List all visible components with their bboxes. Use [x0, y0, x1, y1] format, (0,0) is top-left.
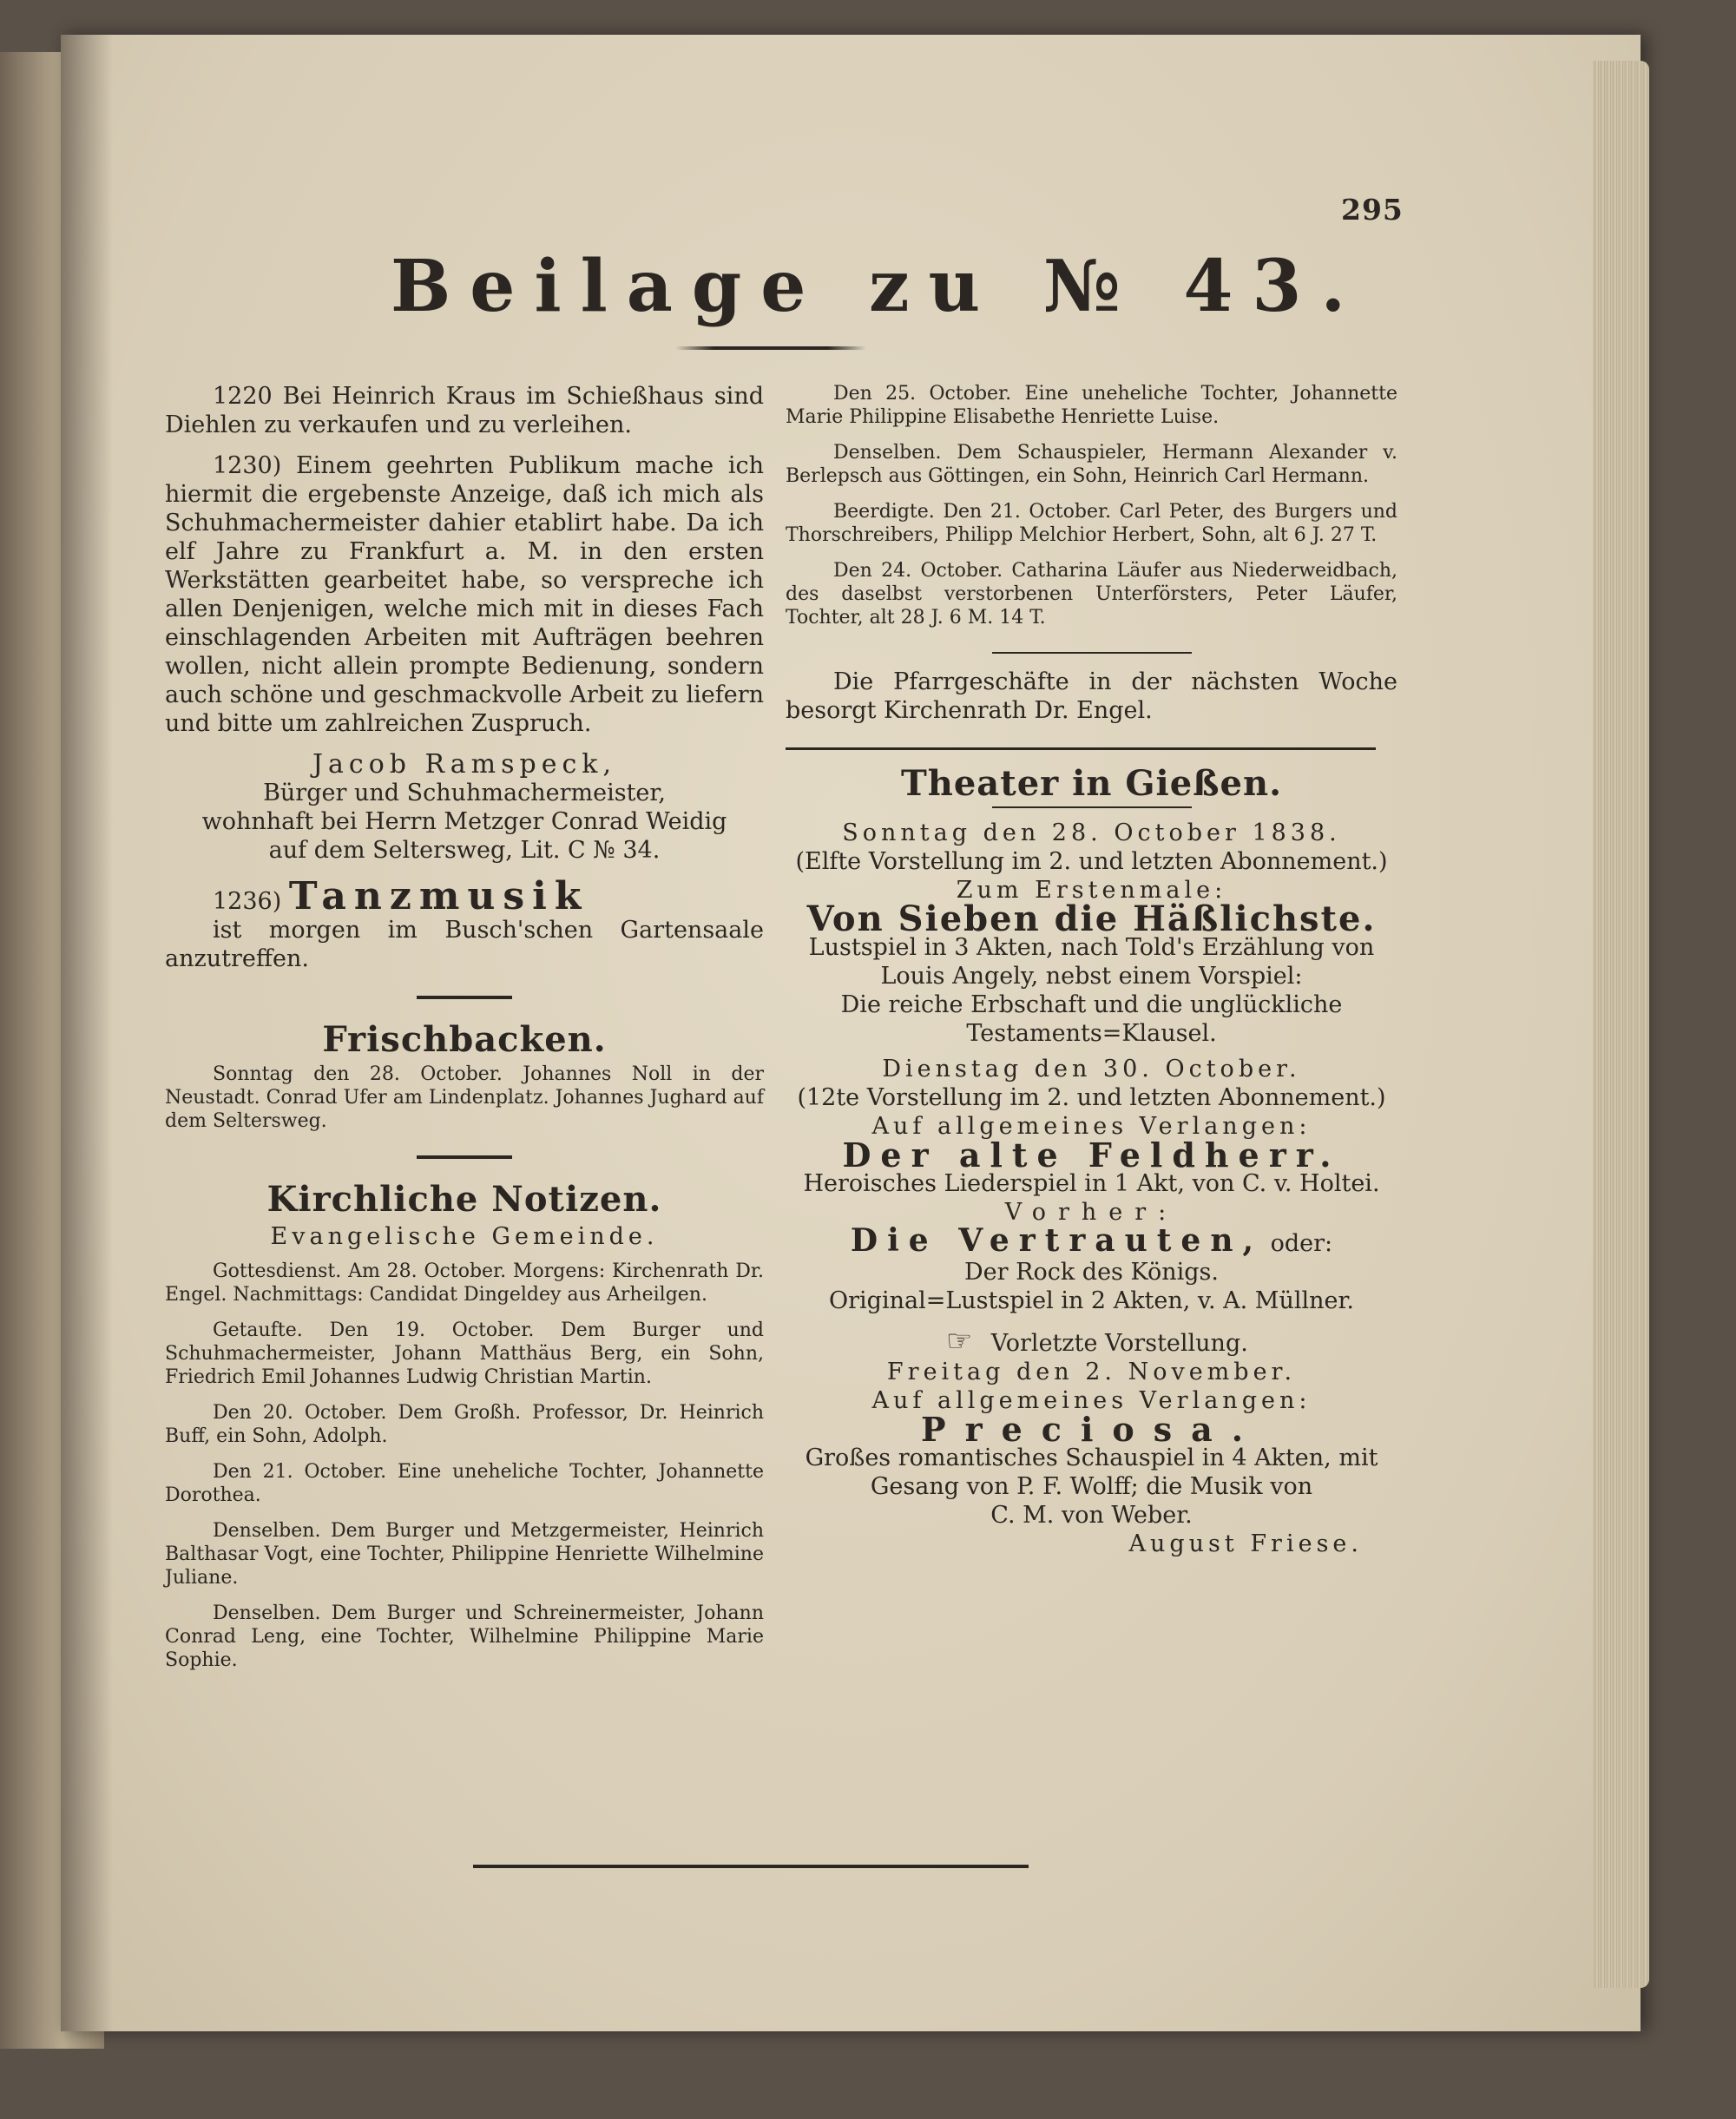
ad-1230-signature-line: wohnhaft bei Herrn Metzger Conrad Weidig [201, 808, 727, 835]
show3-desc-line: C. M. von Weber. [990, 1502, 1193, 1529]
ad-1236-heading: Tanzmusik [288, 874, 589, 918]
church-entry: Den 21. October. Eine uneheliche Tochter, Johannette Dorothea. [165, 1461, 764, 1506]
show3-date: Freitag den 2. November. [886, 1359, 1297, 1385]
church-entry: Denselben. Dem Schauspieler, Hermann Alexander v. Berlepsch aus Göttingen, ein Sohn, Heinrich Carl Hermann. [786, 442, 1397, 487]
page-title: Beilage zu № 43. [391, 245, 1365, 328]
binding-gutter-shadow [61, 35, 113, 2031]
show1-note: Zum Erstenmale: [956, 877, 1227, 904]
ad-1236-header [165, 874, 764, 918]
section-divider [417, 996, 512, 999]
show3-title: Preciosa. [921, 1410, 1262, 1449]
church-entry: Denselben. Dem Burger und Schreinermeister, Johann Conrad Leng, eine Tochter, Wilhelmine Philippine Marie Sophie. [165, 1602, 764, 1671]
kirchliche-subheading: Evangelische Gemeinde. [270, 1223, 659, 1250]
section-divider [786, 747, 1376, 750]
show3-pre-note: Vorletzte Vorstellung. [990, 1330, 1248, 1357]
show3-pre-note-line [786, 1324, 1397, 1359]
pointing-hand-icon: ☞ [945, 1324, 973, 1359]
show1-title: Von Sieben die Häßlichste. [806, 898, 1377, 939]
show1-subscription: (Elfte Vorstellung im 2. und letzten Abonnement.) [795, 848, 1388, 875]
pfarr-notice: Die Pfarrgeschäfte in der nächsten Woche besorgt Kirchenrath Dr. Engel. [786, 668, 1397, 724]
left-column [165, 382, 764, 1684]
show1-desc-line: Testaments=Klausel. [966, 1020, 1217, 1047]
ad-1236-number: 1236) [213, 888, 282, 915]
church-entry: Den 25. October. Eine uneheliche Tochter, Johannette Marie Philippine Elisabethe Henriette Luise. [786, 383, 1397, 428]
show3-desc-line: Gesang von P. F. Wolff; die Musik von [870, 1473, 1313, 1500]
show2-title: Der alte Feldherr. [842, 1135, 1341, 1175]
ad-1220: 1220 Bei Heinrich Kraus im Schießhaus sind Diehlen zu verkaufen und zu verleihen. [165, 383, 764, 438]
show2-note: Auf allgemeines Verlangen: [871, 1113, 1312, 1140]
church-entry: Beerdigte. Den 21. October. Carl Peter, des Burgers und Thorschreibers, Philipp Melchior Herbert, Sohn, alt 6 J. 27 T. [786, 501, 1397, 546]
show2-subscription: (12te Vorstellung im 2. und letzten Abonnement.) [797, 1084, 1386, 1111]
title-rule [675, 346, 866, 350]
show3-note: Auf allgemeines Verlangen: [871, 1387, 1312, 1414]
page-stack-edges [1593, 61, 1649, 1988]
show2-second-title-line [786, 1222, 1397, 1259]
show1-date: Sonntag den 28. October 1838. [842, 819, 1341, 846]
theater-signature: August Friese. [1128, 1530, 1363, 1557]
show3-desc-line: Großes romantisches Schauspiel in 4 Akten, mit [805, 1444, 1378, 1471]
show2-second-desc-line: Original=Lustspiel in 2 Akten, v. A. Müllner. [828, 1287, 1355, 1314]
church-entry: Denselben. Dem Burger und Metzgermeister, Heinrich Balthasar Vogt, eine Tochter, Philippine Henriette Wilhelmine Juliane. [165, 1520, 764, 1589]
section-divider [417, 1155, 512, 1159]
page-end-rule [473, 1865, 1029, 1868]
heading-underline [992, 806, 1192, 808]
church-entry: Getaufte. Den 19. October. Dem Burger und Schuhmachermeister, Johann Matthäus Berg, ein Sohn, Friedrich Emil Johannes Ludwig Christian Martin. [165, 1319, 764, 1388]
frischbacken-heading: Frischbacken. [322, 1019, 607, 1060]
kirchliche-heading: Kirchliche Notizen. [266, 1179, 662, 1220]
ad-1230-signature-line: Bürger und Schuhmachermeister, [263, 780, 666, 806]
church-entry: Den 24. October. Catharina Läufer aus Niederweidbach, des daselbst verstorbenen Unterförsters, Peter Läufer, Tochter, alt 28 J. 6 M. 14 T. [786, 560, 1397, 628]
show2-desc: Heroisches Liederspiel in 1 Akt, von C. v. Holtei. [803, 1170, 1380, 1197]
church-entry: Den 20. October. Dem Großh. Professor, Dr. Heinrich Buff, ein Sohn, Adolph. [165, 1402, 764, 1447]
show1-desc-line: Die reiche Erbschaft und die unglückliche [840, 991, 1343, 1018]
show2-date: Dienstag den 30. October. [882, 1056, 1301, 1083]
section-divider [992, 652, 1192, 654]
right-column [786, 382, 1397, 1558]
page-number: 295 [1341, 193, 1404, 227]
theater-heading: Theater in Gießen. [901, 763, 1282, 804]
ad-1230-text: 1230) Einem geehrten Publikum mache ich hiermit die ergebenste Anzeige, daß ich mich als Schuhmachermeister dahier etablirt habe. Da ich elf Jahre zu Frankfurt a. M. in den ersten Werkstätten gearbeitet habe, so verspreche ich allen Denjenigen, welche mich mit in dieses Fach einschlagenden Arbeiten mit Aufträgen beehren wollen, nicht allein prompte Bedienung, sondern auch schöne und geschmackvolle Arbeit zu liefern und bitte um zahlreichen Zuspruch. [165, 452, 764, 737]
ad-1236-text: ist morgen im Busch'schen Gartensaale anzutreffen. [165, 917, 764, 972]
ad-1230-signature-line: auf dem Seltersweg, Lit. C № 34. [268, 837, 661, 864]
show2-before: Vorher: [1004, 1199, 1179, 1226]
ad-1230-signature-name: Jacob Ramspeck, [312, 749, 616, 780]
show1-desc-line: Louis Angely, nebst einem Vorspiel: [880, 963, 1303, 990]
show2-second-desc-line: Der Rock des Königs. [964, 1259, 1219, 1286]
church-entry: Gottesdienst. Am 28. October. Morgens: Kirchenrath Dr. Engel. Nachmittags: Candidat Dingeldey aus Arheilgen. [165, 1260, 764, 1306]
show2-second-title: Die Vertrauten, [850, 1222, 1264, 1259]
show2-second-title-suffix: oder: [1263, 1230, 1333, 1257]
frischbacken-text: Sonntag den 28. October. Johannes Noll in der Neustadt. Conrad Ufer am Lindenplatz. Johannes Jughard auf dem Seltersweg. [165, 1063, 764, 1132]
show1-desc-line: Lustspiel in 3 Akten, nach Told's Erzählung von [808, 934, 1375, 961]
